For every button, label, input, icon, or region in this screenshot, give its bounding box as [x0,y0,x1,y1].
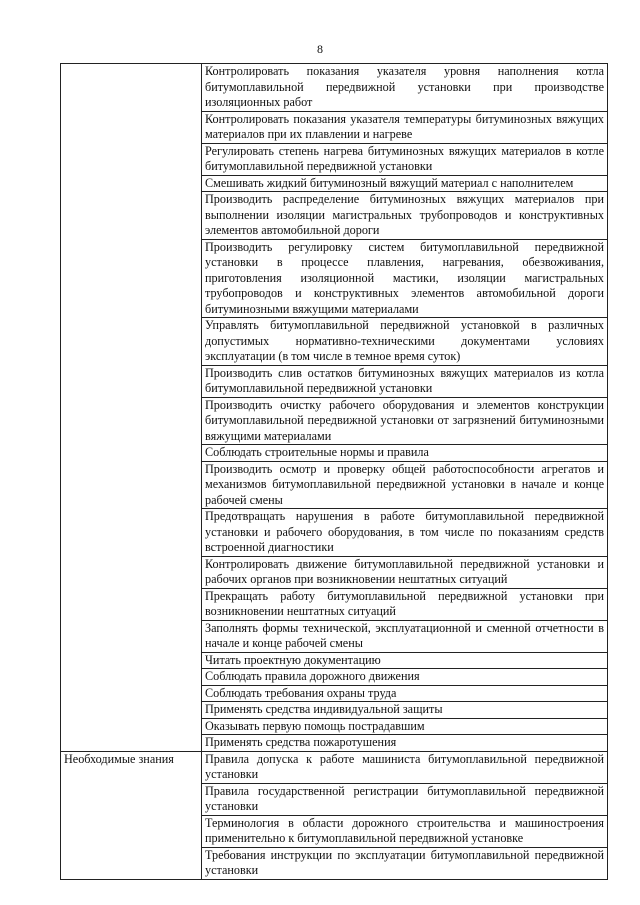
skill-item: Производить очистку рабочего оборудования и элементов конструкции битумоплавильной передвижной установки от загрязнений битуминозными вяжущими материалами [202,397,608,445]
knowledge-item: Терминология в области дорожного строительства и машиностроения применительно к битумоплавильной передвижной установке [202,815,608,847]
skill-item: Производить слив остатков битуминозных вяжущих материалов из котла битумоплавильной передвижной установки [202,365,608,397]
requirements-table [60,63,608,880]
skill-item: Соблюдать правила дорожного движения [202,669,608,686]
knowledge-item: Требования инструкции по эксплуатации битумоплавильной передвижной установки [202,847,608,879]
skill-item: Применять средства пожаротушения [202,735,608,752]
skill-item: Производить регулировку систем битумоплавильной передвижной установки в процессе плавления, нагревания, обезвоживания, приготовления изоляционной мастики, изоляции магистральных трубопроводов и конструктивных элементов автомобильной дороги битуминозными вяжущими материалами [202,239,608,318]
skill-item: Оказывать первую помощь пострадавшим [202,718,608,735]
skill-label [61,64,202,752]
skill-item: Контролировать движение битумоплавильной передвижной установки и рабочих органов при возникновении нештатных ситуаций [202,556,608,588]
skill-item: Производить осмотр и проверку общей работоспособности агрегатов и механизмов битумоплавильной передвижной установки в начале и конце рабочей смены [202,461,608,509]
skill-item: Смешивать жидкий битуминозный вяжущий материал с наполнителем [202,175,608,192]
skill-item: Управлять битумоплавильной передвижной установкой в различных допустимых нормативно-техническими документами условиях эксплуатации (в том числе в темное время суток) [202,318,608,366]
skill-row [61,64,608,112]
page-number: 8 [317,42,323,56]
knowledge-label: Необходимые знания [61,751,202,879]
skill-item: Соблюдать требования охраны труда [202,685,608,702]
knowledge-row [61,751,608,783]
skill-item: Применять средства индивидуальной защиты [202,702,608,719]
requirements-table-body [61,64,608,880]
knowledge-item: Правила допуска к работе машиниста битумоплавильной передвижной установки [202,751,608,783]
skill-item: Производить распределение битуминозных вяжущих материалов при выполнении изоляции магистральных трубопроводов и конструктивных элементов автомобильной дороги [202,192,608,240]
skill-item: Соблюдать строительные нормы и правила [202,445,608,462]
skill-item: Регулировать степень нагрева битуминозных вяжущих материалов в котле битумоплавильной передвижной установки [202,143,608,175]
skill-item: Читать проектную документацию [202,652,608,669]
knowledge-item: Правила государственной регистрации битумоплавильной передвижной установки [202,783,608,815]
skill-item: Прекращать работу битумоплавильной передвижной установки при возникновении нештатных ситуаций [202,588,608,620]
skill-item: Заполнять формы технической, эксплуатационной и сменной отчетности в начале и конце рабочей смены [202,620,608,652]
skill-item: Контролировать показания указателя уровня наполнения котла битумоплавильной передвижной установки при производстве изоляционных работ [202,64,608,112]
skill-item: Предотвращать нарушения в работе битумоплавильной передвижной установки и рабочего оборудования, в том числе по показаниям средств встроенной диагностики [202,509,608,557]
skill-item: Контролировать показания указателя температуры битуминозных вяжущих материалов при их плавлении и нагреве [202,111,608,143]
